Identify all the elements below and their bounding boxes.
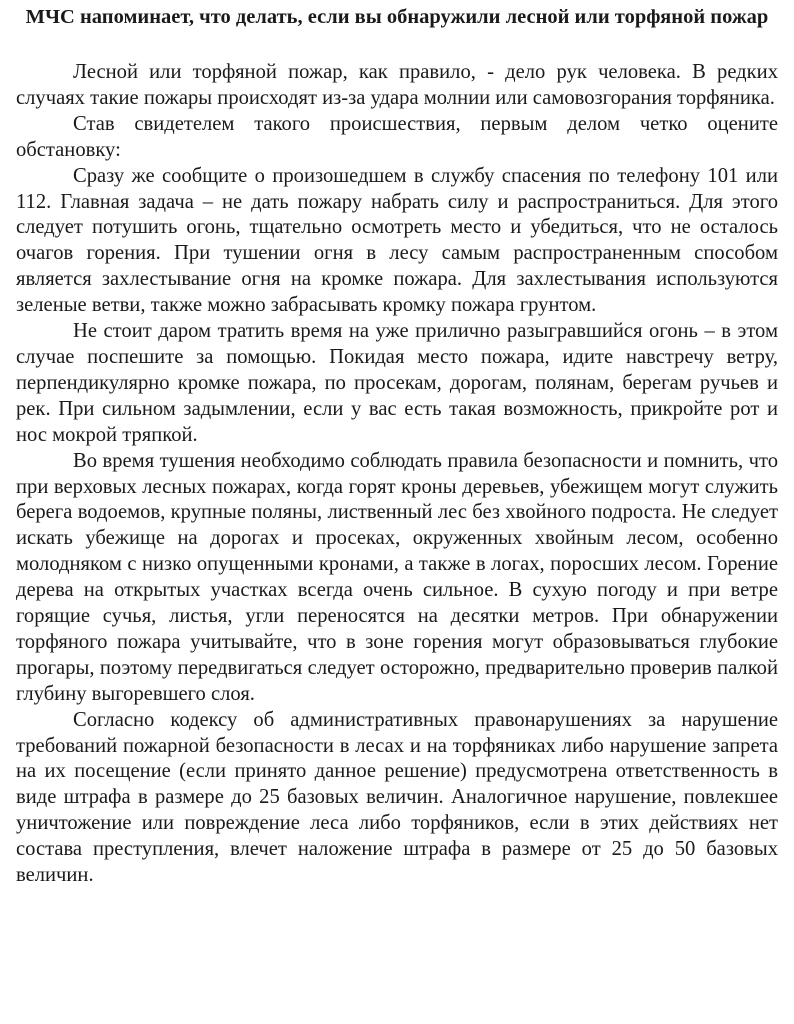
paragraph-liability: Согласно кодексу об административных правонарушениях за нарушение требований пожарной безопасности в лесах и на торфяниках либо нарушение запрета на их посещение (если принято данное решение) предусмотрена ответственность в виде штрафа в размере до 25 базовых величин. Аналогичное нарушение, повлекшее уничтожение или повреждение леса либо торфяников, если в этих действиях нет состава преступления, влечет наложение штрафа в размере от 25 до 50 базовых величин. (16, 708, 778, 887)
paragraph-evacuate: Не стоит даром тратить время на уже прилично разыгравшийся огонь – в этом случае поспешите за помощью. Покидая место пожара, идите навстречу ветру, перпендикулярно кромке пожара, по просекам, дорогам, полянам, берегам ручьев и рек. При сильном задымлении, если у вас есть такая возможность, прикройте рот и нос мокрой тряпкой. (16, 320, 778, 446)
paragraph-assess: Став свидетелем такого происшествия, первым делом четко оцените обстановку: (16, 112, 778, 161)
paragraph-report: Сразу же сообщите о произошедшем в службу спасения по телефону 101 или 112. Главная задача – не дать пожару набрать силу и распространиться. Для этого следует потушить огонь, тщательно осмотреть место и убедиться, что не осталось очагов горения. При тушении огня в лесу самым распространенным способом является захлестывание огня на кромке пожара. Для захлестывания используются зеленые ветви, также можно забрасывать кромку пожара грунтом. (16, 164, 778, 317)
paragraph-intro: Лесной или торфяной пожар, как правило, - дело рук человека. В редких случаях такие пожары происходят из-за удара молнии или самовозгорания торфяника. (16, 61, 778, 109)
document-body (16, 60, 778, 889)
document-title: МЧС напоминает, что делать, если вы обнаружили лесной или торфяной пожар (25, 6, 769, 28)
paragraph-safety: Во время тушения необходимо соблюдать правила безопасности и помнить, что при верховых лесных пожарах, когда горят кроны деревьев, убежищем могут служить берега водоемов, крупные поляны, лиственный лес без хвойного подроста. Не следует искать убежище на дорогах и просеках, окруженных хвойным лесом, особенно молодняком с низко опущенными кронами, а также в логах, поросших лесом. Горение дерева на открытых участках всегда очень сильное. В сухую погоду и при ветре горящие сучья, листья, угли переносятся на десятки метров. При обнаружении торфяного пожара учитывайте, что в зоне горения могут образовываться глубокие прогары, поэтому передвигаться следует осторожно, предварительно проверив палкой глубину выгоревшего слоя. (16, 449, 778, 705)
